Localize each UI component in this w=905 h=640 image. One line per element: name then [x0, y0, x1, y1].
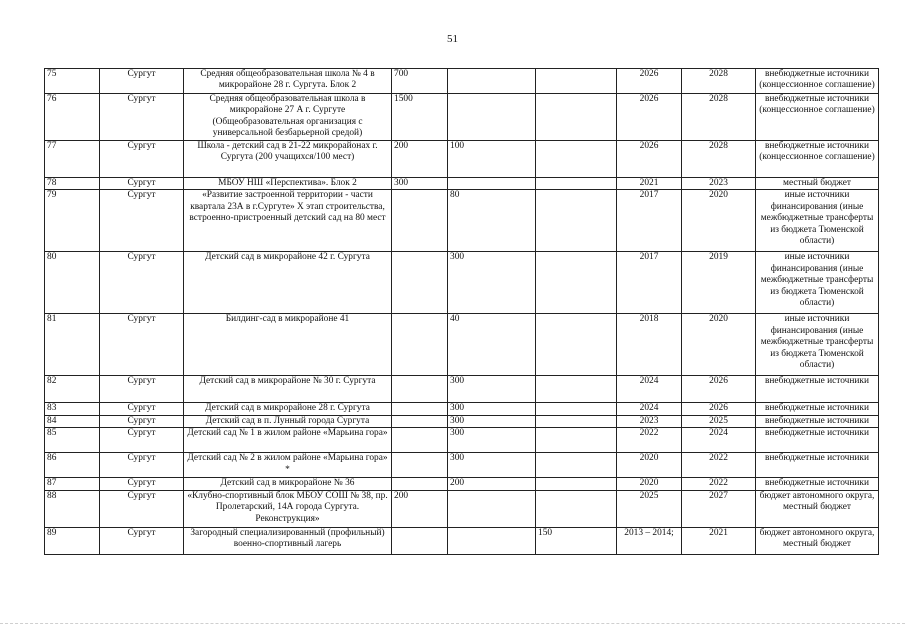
capacity-cell-2: 40 — [448, 314, 536, 376]
start-year-cell: 2022 — [617, 428, 682, 453]
table-body — [45, 69, 879, 555]
funding-source-cell: внебюджетные источники — [756, 415, 879, 427]
funding-source-cell: бюджет автономного округа, местный бюджет — [756, 527, 879, 554]
capacity-cell-2: 300 — [448, 453, 536, 478]
end-year-cell: 2022 — [682, 478, 756, 490]
capacity-cell-2: 300 — [448, 403, 536, 415]
table-row — [45, 252, 879, 314]
table-row — [45, 428, 879, 453]
row-number: 83 — [45, 403, 100, 415]
row-number: 85 — [45, 428, 100, 453]
row-number: 86 — [45, 453, 100, 478]
objects-table — [44, 68, 879, 555]
capacity-cell-1 — [392, 478, 448, 490]
end-year-cell: 2020 — [682, 314, 756, 376]
end-year-cell: 2021 — [682, 527, 756, 554]
capacity-cell-1 — [392, 453, 448, 478]
capacity-cell-3 — [536, 453, 617, 478]
funding-source-cell: внебюджетные источники — [756, 478, 879, 490]
capacity-cell-3 — [536, 252, 617, 314]
funding-source-cell: бюджет автономного округа, местный бюджет — [756, 490, 879, 527]
capacity-cell-1: 200 — [392, 490, 448, 527]
capacity-cell-3 — [536, 69, 617, 94]
row-number: 81 — [45, 314, 100, 376]
start-year-cell: 2023 — [617, 415, 682, 427]
table-row — [45, 527, 879, 554]
end-year-cell: 2025 — [682, 415, 756, 427]
table-row — [45, 415, 879, 427]
capacity-cell-3 — [536, 403, 617, 415]
municipality-cell: Сургут — [100, 252, 184, 314]
municipality-cell: Сургут — [100, 376, 184, 403]
start-year-cell: 2026 — [617, 69, 682, 94]
object-name-cell: Детский сад в микрорайоне 42 г. Сургута — [184, 252, 392, 314]
capacity-cell-1 — [392, 428, 448, 453]
capacity-cell-1: 200 — [392, 141, 448, 178]
table-row — [45, 69, 879, 94]
start-year-cell: 2017 — [617, 190, 682, 252]
end-year-cell: 2020 — [682, 190, 756, 252]
object-name-cell: Детский сад в микрорайоне № 30 г. Сургута — [184, 376, 392, 403]
end-year-cell: 2028 — [682, 69, 756, 94]
capacity-cell-2: 300 — [448, 428, 536, 453]
municipality-cell: Сургут — [100, 415, 184, 427]
municipality-cell: Сургут — [100, 490, 184, 527]
municipality-cell: Сургут — [100, 141, 184, 178]
object-name-cell: Школа - детский сад в 21-22 микрорайонах г. Сургута (200 учащихся/100 мест) — [184, 141, 392, 178]
row-number: 75 — [45, 69, 100, 94]
capacity-cell-2 — [448, 527, 536, 554]
start-year-cell: 2018 — [617, 314, 682, 376]
capacity-cell-3 — [536, 428, 617, 453]
start-year-cell: 2020 — [617, 478, 682, 490]
municipality-cell: Сургут — [100, 69, 184, 94]
capacity-cell-2 — [448, 178, 536, 190]
funding-source-cell: внебюджетные источники — [756, 403, 879, 415]
funding-source-cell: местный бюджет — [756, 178, 879, 190]
capacity-cell-2: 300 — [448, 376, 536, 403]
capacity-cell-2 — [448, 94, 536, 141]
capacity-cell-3 — [536, 178, 617, 190]
table-row — [45, 178, 879, 190]
end-year-cell: 2026 — [682, 376, 756, 403]
row-number: 80 — [45, 252, 100, 314]
capacity-cell-2: 200 — [448, 478, 536, 490]
table-row — [45, 478, 879, 490]
municipality-cell: Сургут — [100, 94, 184, 141]
funding-source-cell: внебюджетные источники — [756, 428, 879, 453]
capacity-cell-2: 300 — [448, 415, 536, 427]
capacity-cell-3 — [536, 314, 617, 376]
table-row — [45, 94, 879, 141]
object-name-cell: Детский сад в микрорайоне 28 г. Сургута — [184, 403, 392, 415]
funding-source-cell: внебюджетные источники (концессионное соглашение) — [756, 69, 879, 94]
capacity-cell-3 — [536, 94, 617, 141]
capacity-cell-3 — [536, 415, 617, 427]
end-year-cell: 2019 — [682, 252, 756, 314]
object-name-cell: «Развитие застроенной территории - части квартала 23А в г.Сургуте» Х этап строительства, встроенно-пристроенный детский сад на 80 мест — [184, 190, 392, 252]
end-year-cell: 2022 — [682, 453, 756, 478]
start-year-cell: 2021 — [617, 178, 682, 190]
start-year-cell: 2024 — [617, 403, 682, 415]
funding-source-cell: внебюджетные источники — [756, 453, 879, 478]
row-number: 89 — [45, 527, 100, 554]
funding-source-cell: иные источники финансирования (иные межбюджетные трансферты из бюджета Тюменской области) — [756, 314, 879, 376]
municipality-cell: Сургут — [100, 428, 184, 453]
municipality-cell: Сургут — [100, 527, 184, 554]
end-year-cell: 2028 — [682, 141, 756, 178]
row-number: 84 — [45, 415, 100, 427]
row-number: 78 — [45, 178, 100, 190]
start-year-cell: 2025 — [617, 490, 682, 527]
object-name-cell: Билдинг-сад в микрорайоне 41 — [184, 314, 392, 376]
capacity-cell-1: 700 — [392, 69, 448, 94]
capacity-cell-1 — [392, 415, 448, 427]
table-row — [45, 141, 879, 178]
page-number: 51 — [447, 33, 458, 45]
row-number: 77 — [45, 141, 100, 178]
capacity-cell-1: 300 — [392, 178, 448, 190]
capacity-cell-1 — [392, 190, 448, 252]
end-year-cell: 2026 — [682, 403, 756, 415]
row-number: 79 — [45, 190, 100, 252]
capacity-cell-1 — [392, 403, 448, 415]
municipality-cell: Сургут — [100, 314, 184, 376]
table-row — [45, 376, 879, 403]
row-number: 88 — [45, 490, 100, 527]
funding-source-cell: иные источники финансирования (иные межбюджетные трансферты из бюджета Тюменской области) — [756, 190, 879, 252]
municipality-cell: Сургут — [100, 403, 184, 415]
capacity-cell-2: 100 — [448, 141, 536, 178]
object-name-cell: МБОУ НШ «Перспектива». Блок 2 — [184, 178, 392, 190]
end-year-cell: 2023 — [682, 178, 756, 190]
end-year-cell: 2024 — [682, 428, 756, 453]
row-number: 87 — [45, 478, 100, 490]
start-year-cell: 2024 — [617, 376, 682, 403]
capacity-cell-3 — [536, 490, 617, 527]
capacity-cell-1 — [392, 252, 448, 314]
capacity-cell-2 — [448, 69, 536, 94]
capacity-cell-1 — [392, 314, 448, 376]
capacity-cell-2 — [448, 490, 536, 527]
table-row — [45, 453, 879, 478]
start-year-cell: 2017 — [617, 252, 682, 314]
object-name-cell: Детский сад № 1 в жилом районе «Марьина гора» — [184, 428, 392, 453]
table-row — [45, 490, 879, 527]
row-number: 82 — [45, 376, 100, 403]
object-name-cell: Детский сад в микрорайоне № 36 — [184, 478, 392, 490]
table-row — [45, 190, 879, 252]
row-number: 76 — [45, 94, 100, 141]
start-year-cell: 2026 — [617, 94, 682, 141]
funding-source-cell: внебюджетные источники — [756, 376, 879, 403]
table-row — [45, 403, 879, 415]
table-row — [45, 314, 879, 376]
municipality-cell: Сургут — [100, 453, 184, 478]
object-name-cell: «Клубно-спортивный блок МБОУ СОШ № 38, пр. Пролетарский, 14А города Сургута. Реконструкция» — [184, 490, 392, 527]
municipality-cell: Сургут — [100, 478, 184, 490]
capacity-cell-1 — [392, 376, 448, 403]
capacity-cell-3: 150 — [536, 527, 617, 554]
capacity-cell-1: 1500 — [392, 94, 448, 141]
capacity-cell-3 — [536, 141, 617, 178]
end-year-cell: 2028 — [682, 94, 756, 141]
capacity-cell-2: 80 — [448, 190, 536, 252]
municipality-cell: Сургут — [100, 190, 184, 252]
scan-artifact-line — [0, 623, 905, 625]
capacity-cell-3 — [536, 190, 617, 252]
funding-source-cell: иные источники финансирования (иные межбюджетные трансферты из бюджета Тюменской области) — [756, 252, 879, 314]
capacity-cell-3 — [536, 478, 617, 490]
funding-source-cell: внебюджетные источники (концессионное соглашение) — [756, 94, 879, 141]
object-name-cell: Детский сад № 2 в жилом районе «Марьина гора» * — [184, 453, 392, 478]
funding-source-cell: внебюджетные источники (концессионное соглашение) — [756, 141, 879, 178]
object-name-cell: Детский сад в п. Лунный города Сургута — [184, 415, 392, 427]
start-year-cell: 2020 — [617, 453, 682, 478]
municipality-cell: Сургут — [100, 178, 184, 190]
object-name-cell: Средняя общеобразовательная школа в микрорайоне 27 А г. Сургуте (Общеобразовательная организация с универсальной безбарьерной средой) — [184, 94, 392, 141]
end-year-cell: 2027 — [682, 490, 756, 527]
start-year-cell: 2026 — [617, 141, 682, 178]
start-year-cell: 2013 – 2014; — [617, 527, 682, 554]
capacity-cell-1 — [392, 527, 448, 554]
object-name-cell: Загородный специализированный (профильный) военно-спортивный лагерь — [184, 527, 392, 554]
object-name-cell: Средняя общеобразовательная школа № 4 в микрорайоне 28 г. Сургута. Блок 2 — [184, 69, 392, 94]
capacity-cell-3 — [536, 376, 617, 403]
capacity-cell-2: 300 — [448, 252, 536, 314]
